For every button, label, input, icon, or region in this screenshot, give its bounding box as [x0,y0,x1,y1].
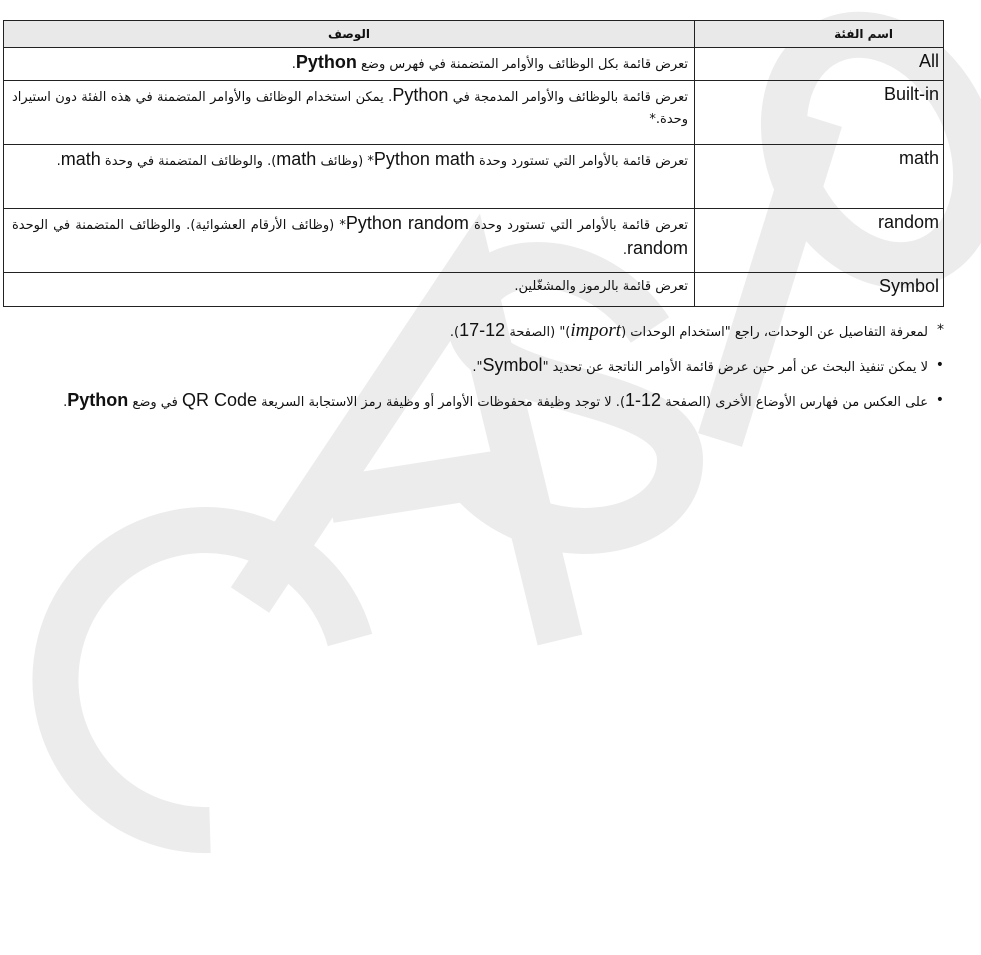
desc-latin: random [626,238,688,258]
category-description-symbol [4,273,695,307]
category-description-math [4,145,695,209]
table-row [4,145,944,209]
desc-text: تعرض قائمة بالأوامر التي تستورد وحدة [474,218,688,233]
category-description-random [4,209,695,273]
table-row [4,81,944,145]
desc-text: تعرض قائمة بالوظائف والأوامر المدمجة في [452,90,688,105]
watermark-letter-c [55,530,350,830]
note-history-qr [3,388,944,415]
note-text: ). [449,325,460,340]
note-symbol-search [3,353,944,380]
note-text: لمعرفة التفاصيل عن الوحدات، راجع "استخدام الوحدات ( [621,325,928,340]
footnote-asterisk: * [937,322,944,338]
header-description: الوصف [4,21,695,48]
desc-latin: math [276,149,317,169]
note-latin: 12-1 [625,390,662,410]
desc-text: . [291,57,296,72]
note-latin: QR Code [181,390,258,410]
category-table [3,20,944,307]
note-text: في وضع [132,395,178,410]
note-text: لا يمكن تنفيذ البحث عن أمر حين عرض قائمة الأوامر الناتجة عن تحديد " [542,360,928,375]
desc-text: تعرض قائمة بالأوامر التي تستورد وحدة [479,154,688,169]
note-latin: Python [67,390,129,410]
category-description-built-in [4,81,695,145]
category-name-all: All [695,48,944,81]
table-row [4,48,944,81]
note-italic: import [570,320,622,341]
note-text: )" (الصفحة [509,325,571,340]
desc-text: تعرض قائمة بكل الوظائف والأوامر المتضمنة في فهرس وضع [361,57,688,72]
note-latin: 12-17 [459,320,506,340]
note-text: ". [472,360,483,375]
desc-text: * (وظائف [320,154,374,169]
desc-latin: Python math [373,149,475,169]
desc-text: * (وظائف الأرقام العشوائية). والوظائف المتضمنة في الوحدة [12,218,346,233]
desc-text: . [622,243,627,258]
desc-latin: math [60,149,101,169]
category-name-random: random [695,209,944,273]
desc-text: . يمكن استخدام الوظائف والأوامر المتضمنة في هذه الفئة دون استيراد وحدة.* [12,90,688,127]
desc-text: تعرض قائمة بالرموز والمشغّلين. [514,279,688,294]
category-name-math: math [695,145,944,209]
desc-latin: Python random [345,213,469,233]
desc-text: . [56,154,61,169]
footnote-modules [3,318,944,345]
table-header-row [4,21,944,48]
header-category-name: اسم الفئة [695,21,944,48]
category-name-built-in: Built-in [695,81,944,145]
note-text: على العكس من فهارس الأوضاع الأخرى (الصفحة [665,395,928,410]
desc-text: ). والوظائف المتضمنة في وحدة [104,154,277,169]
table-row [4,273,944,307]
category-name-symbol: Symbol [695,273,944,307]
note-text: . [63,395,68,410]
note-latin: Symbol [482,355,543,375]
note-text: ). لا توجد وظيفة محفوظات الأوامر أو وظيفة رمز الاستجابة السريعة [261,395,626,410]
desc-latin: Python [392,85,449,105]
desc-latin: Python [295,52,357,72]
page-content [3,20,944,423]
notes-section [3,318,944,415]
table-row [4,209,944,273]
bullet-icon: • [935,392,944,408]
bullet-icon: • [935,357,944,373]
category-description-all [4,48,695,81]
